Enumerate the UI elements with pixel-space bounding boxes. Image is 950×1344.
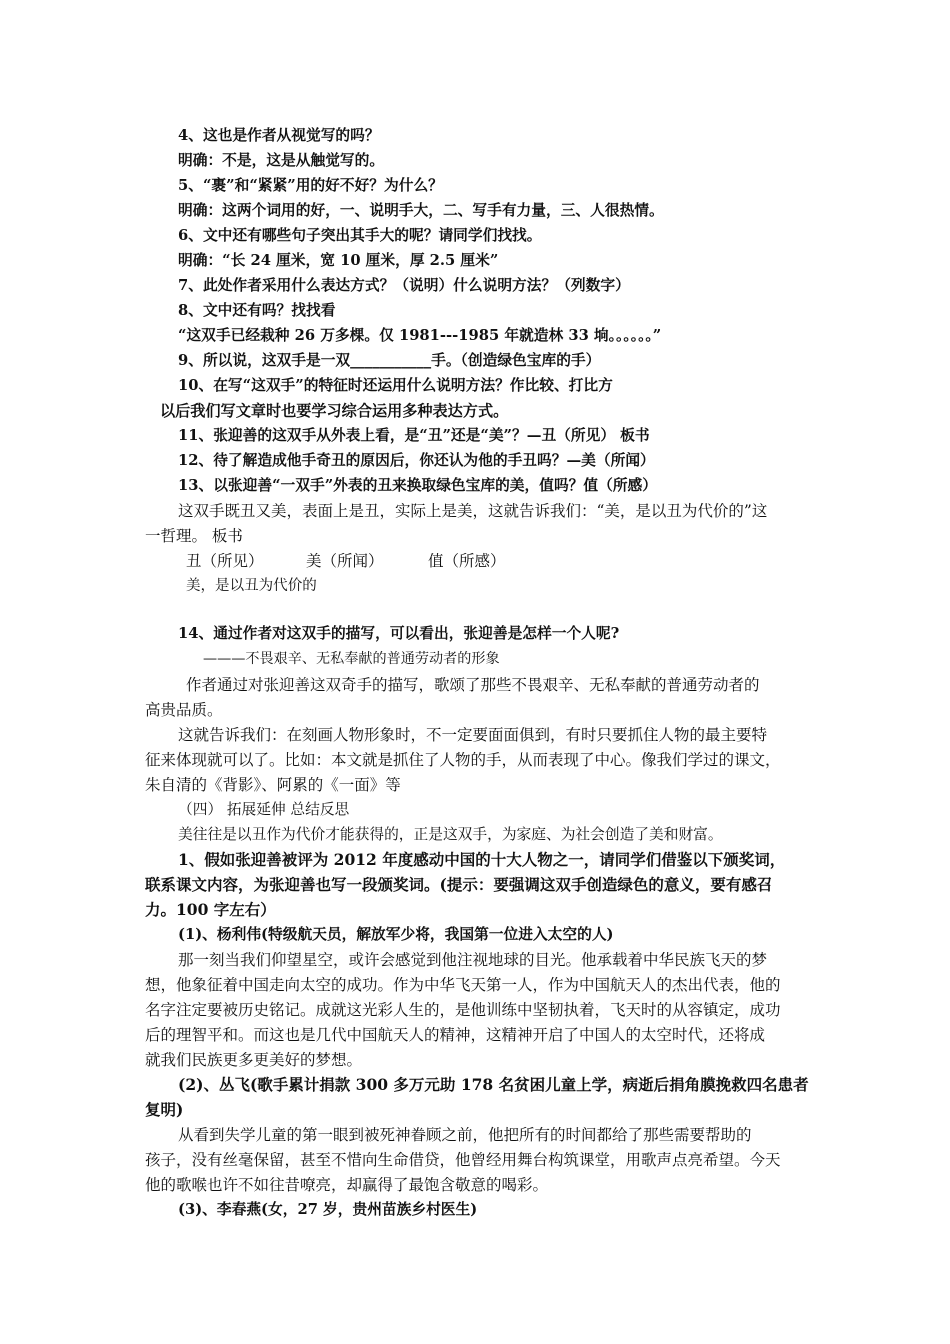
answer-14: ———不畏艰辛、无私奉献的普通劳动者的形象 [203,651,500,667]
example-1-heading: (1)、杨利伟(特级航天员，解放军少将，我国第一位进入太空的人) [178,926,614,943]
paragraph-15-line-3: 朱自清的《背影》、阿累的《一面》等 [145,776,401,794]
answer-5: 明确：这两个词用的好，一、说明手大，二、写手有力量，三、人很热情。 [178,202,664,219]
example-3-heading: (3)、李春燕(女，27 岁，贵州苗族乡村医生) [178,1201,478,1218]
question-6: 6、文中还有哪些句子突出其手大的呢？请同学们找找。 [178,227,542,244]
board-conclusion: 美，是以丑为代价的 [186,578,317,594]
paragraph-15-line-1: 这就告诉我们：在刻画人物形象时，不一定要面面俱到，有时只要抓住人物的最主要特 [178,726,768,744]
board-item-worth: 值（所感） [428,552,506,570]
answer-10: 以后我们写文章时也要学习综合运用多种表达方式。 [160,402,509,420]
question-10: 10、在写“这双手”的特征时还运用什么说明方法？作比较、打比方 [178,377,613,394]
question-7: 7、此处作者采用什么表达方式？（说明）什么说明方法？（列数字） [178,277,630,294]
question-9: 9、所以说，这双手是一双___________手。（创造绿色宝库的手） [178,352,601,369]
example-1-line-2: 想，他象征着中国走向太空的成功。作为中华飞天第一人，作为中国航天人的杰出代表，他的 [145,976,781,994]
paragraph-13-line-2: 一哲理。 板书 [145,527,243,545]
example-2-heading-line-2: 复明) [145,1100,184,1119]
question-11: 11、张迎善的这双手从外表上看，是“丑”还是“美”？—丑（所见） 板书 [178,427,650,444]
question-5: 5、“裹”和“紧紧”用的好不好？为什么？ [178,177,443,194]
paragraph-15-line-2: 征来体现就可以了。比如：本文就是抓住了人物的手，从而表现了中心。像我们学过的课文， [145,751,781,769]
answer-6: 明确：“长 24 厘米，宽 10 厘米，厚 2.5 厘米” [178,252,499,269]
answer-4: 明确：不是，这是从触觉写的。 [178,152,385,169]
paragraph-14-line-2: 高贵品质。 [145,701,223,719]
answer-8: “这双手已经栽种 26 万多棵。仅 1981---1985 年就造林 33 垧。。。。。。” [178,327,662,344]
example-2-heading-line-1: (2)、丛飞(歌手累计捐款 300 多万元助 178 名贫困儿童上学，病逝后捐角膜挽救四名患者 [178,1075,809,1094]
board-item-beautiful: 美（所闻） [306,552,384,570]
example-2-line-2: 孩子，没有丝毫保留，甚至不惜向生命借贷，他曾经用舞台构筑课堂，用歌声点亮希望。今天 [145,1151,781,1169]
board-item-ugly: 丑（所见） [186,552,264,570]
example-1-line-3: 名字注定要被历史铭记。成就这光彩人生的，是他训练中坚韧执着，飞天时的从容镇定，成功 [145,1001,781,1019]
example-2-line-1: 从看到失学儿童的第一眼到被死神眷顾之前，他把所有的时间都给了那些需要帮助的 [178,1126,752,1144]
task-1-line-2: 联系课文内容，为张迎善也写一段颁奖词。(提示：要强调这双手创造绿色的意义，要有感召 [145,875,773,894]
paragraph-14-line-1: 作者通过对张迎善这双奇手的描写，歌颂了那些不畏艰辛、无私奉献的普通劳动者的 [186,676,760,694]
task-1-line-3: 力。100 字左右） [145,900,276,919]
section-4-heading: （四） 拓展延伸 总结反思 [178,801,350,818]
example-1-line-5: 就我们民族更多更美好的梦想。 [145,1051,363,1069]
example-1-line-1: 那一刻当我们仰望星空，或许会感觉到他注视地球的目光。他承载着中华民族飞天的梦 [178,951,768,969]
question-4: 4、这也是作者从视觉写的吗？ [178,127,380,144]
example-2-line-3: 他的歌喉也许不如往昔嘹亮，却赢得了最饱含敬意的喝彩。 [145,1176,549,1194]
question-8: 8、文中还有吗？找找看 [178,302,336,319]
question-14: 14、通过作者对这双手的描写，可以看出，张迎善是怎样一个人呢? [178,625,620,642]
paragraph-13-line-1: 这双手既丑又美，表面上是丑，实际上是美，这就告诉我们：“美，是以丑为代价的”这 [178,502,768,520]
example-1-line-4: 后的理智平和。而这也是几代中国航天人的精神，这精神开启了中国人的太空时代，还将成 [145,1026,766,1044]
question-12: 12、待了解造成他手奇丑的原因后，你还认为他的手丑吗？—美（所闻） [178,452,655,469]
question-13: 13、以张迎善“一双手”外表的丑来换取绿色宝库的美，值吗？值（所感） [178,477,657,494]
paragraph-16: 美往往是以丑作为代价才能获得的，正是这双手，为家庭、为社会创造了美和财富。 [178,826,723,843]
task-1-line-1: 1、假如张迎善被评为 2012 年度感动中国的十大人物之一，请同学们借鉴以下颁奖词， [178,850,786,869]
